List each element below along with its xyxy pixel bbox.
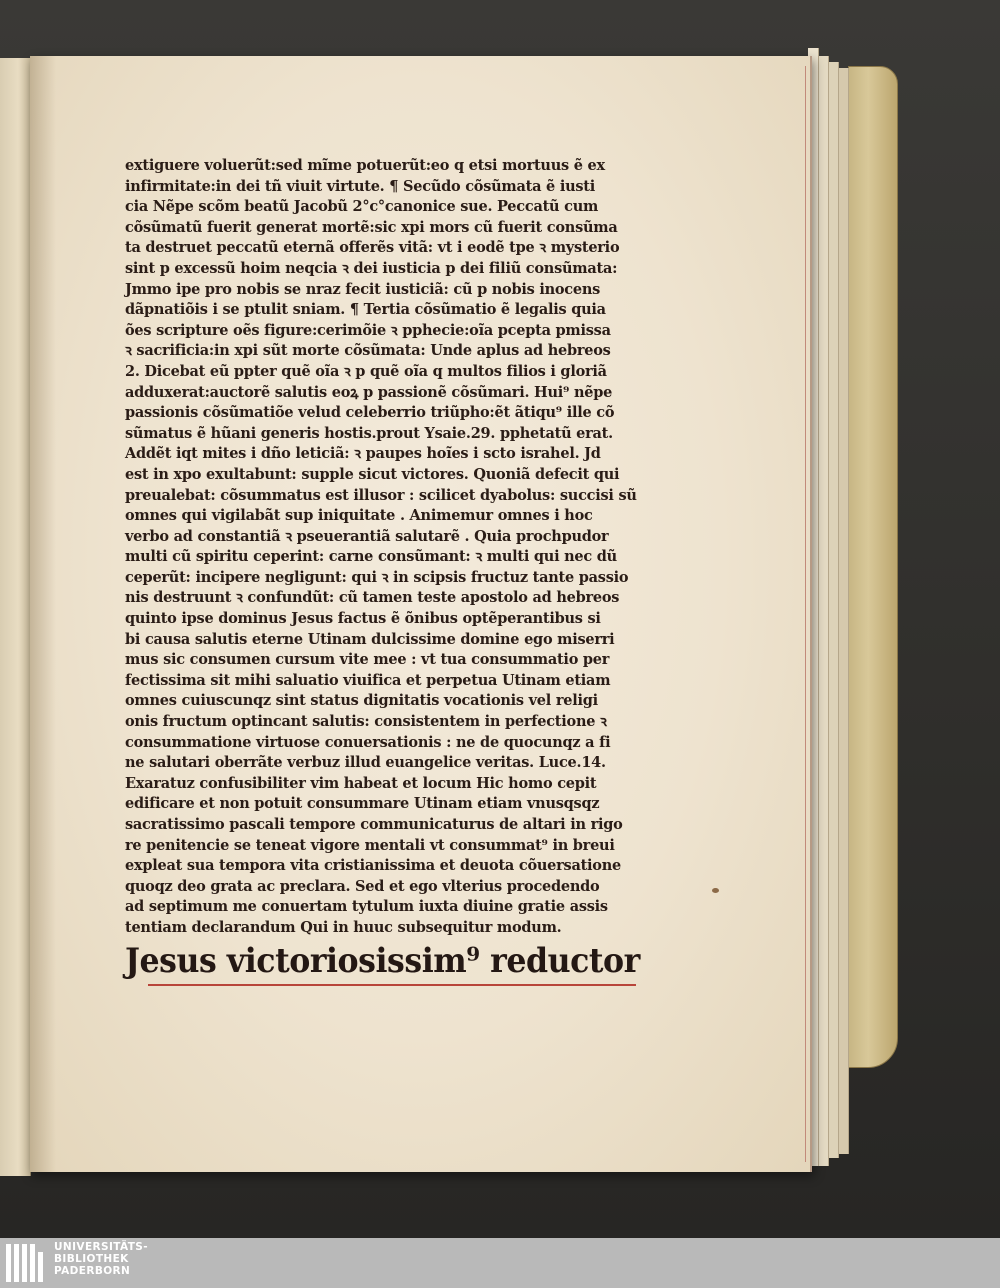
vellum-flap [848,66,898,1068]
text-line: sacratissimo pascali tempore communicaturus de altari in rigo [125,816,623,833]
text-line: quinto ipse dominus Jesus factus ẽ õnibus optẽperantibus si [125,610,601,628]
text-line: mus sic consumen cursum vite mee : vt tua consummatio per [125,651,610,669]
text-line: ões scripture oẽs figure:cerimõie ꝛ pphecie:oĩa pcepta pmissa [125,321,611,339]
page-stack [838,68,849,1154]
text-line: verbo ad constantiã ꝛ pseuerantiã salutarẽ . Quia prochpudor [125,527,609,545]
text-line: ꝛ sacrificia:in xpi sũt morte cõsũmata: Unde aplus ad hebreos [125,342,611,360]
text-line: nis destruunt ꝛ confundũt: cũ tamen teste apostolo ad hebreos [125,589,620,607]
text-line: multi cũ spiritu ceperint: carne consũmant: ꝛ multi qui nec dũ [125,548,617,566]
paper-stain [712,888,719,893]
text-line: re penitencie se teneat vigore mentali vt consummat⁹ in breui [125,836,615,854]
red-page-edge [805,66,806,1162]
library-footer [0,1238,1000,1288]
text-line: expleat sua tempora vita cristianissima et deuota cõuersatione [125,857,621,875]
verso-page-edge [0,58,31,1176]
text-line: preualebat: cõsummatus est illusor : scilicet dyabolus: succisi sũ [125,486,637,504]
text-line: cõsũmatũ fuerit generat mortẽ:sic xpi mors cũ fuerit consũma [125,218,618,236]
text-line: ad septimum me conuertam tytulum iuxta diuine gratie assis [125,898,608,916]
section-heading: Jesus victoriosissim⁹ reductor [125,941,640,981]
text-line: consummatione virtuose conuersationis : ne de quocunqz a fi [125,733,611,751]
text-line: Exaratuz confusibiliter vim habeat et locum Hic homo cepit [125,774,597,792]
logo-line-3: PADERBORN [54,1265,131,1277]
logo-line-1: UNIVERSITÄTS- [54,1241,149,1253]
gutter-shadow [30,56,56,1172]
logo-line-2: BIBLIOTHEK [54,1253,129,1265]
text-line: dãpnatiõis i se ptulit sniam. ¶ Tertia cõsũmatio ẽ legalis quia [125,301,606,319]
library-logo-icon [6,1244,46,1282]
library-logo-text [54,1241,148,1277]
text-line: fectissima sit mihi saluatio viuifica et perpetua Utinam etiam [125,671,611,689]
text-line: Addẽt iqt mites i dño leticiã: ꝛ paupes hoĩes i scto israhel. Jd [125,445,601,463]
recto-page [30,56,812,1172]
text-line: ceperũt: incipere negligunt: qui ꝛ in scipsis fructuz tante passio [125,568,629,586]
text-line: tentiam declarandum Qui in huuc subsequitur modum. [125,918,562,936]
text-line: bi causa salutis eterne Utinam dulcissime domine ego miserri [125,630,615,648]
text-line: cia Nẽpe scõm beatũ Jacobũ 2°c°canonice sue. Peccatũ cum [125,198,599,216]
page-stack [828,62,839,1158]
text-line: onis fructum optincant salutis: consistentem in perfectione ꝛ [125,713,607,731]
text-line: sint p excessũ hoim neqcia ꝛ dei iusticia p dei filiũ consũmata: [125,259,618,277]
text-line: ta destruet peccatũ eternã offerẽs vitã: vt i eodẽ tpe ꝛ mysterio [125,239,620,257]
text-line: quoqz deo grata ac preclara. Sed et ego vlterius procedendo [125,877,600,895]
text-column [125,156,645,939]
red-underline [148,984,636,986]
text-line: sũmatus ẽ hũani generis hostis.prout Ysaie.29. pphetatũ erat. [125,424,613,442]
text-line: edificare et non potuit consummare Utinam etiam vnusqsqz [125,795,600,813]
text-line: omnes cuiuscunqz sint status dignitatis vocationis vel religi [125,692,598,710]
text-line: ne salutari oberrãte verbuz illud euangelice veritas. Luce.14. [125,754,606,772]
text-line: Jmmo ipe pro nobis se nraz fecit iusticiã: cũ p nobis inocens [125,280,601,298]
text-line: infirmitate:in dei tñ viuit virtute. ¶ Secũdo cõsũmata ẽ iusti [125,177,596,195]
text-line: passionis cõsũmatiõe velud celeberrio triũpho:ẽt ãtiqu⁹ ille cõ [125,404,615,422]
text-line: extiguere voluerũt:sed mĩme potuerũt:eo q etsi mortuus ẽ ex [125,157,605,174]
text-line: est in xpo exultabunt: supple sicut victores. Quoniã defecit qui [125,465,620,483]
text-line: adduxerat:auctorẽ salutis eoꝝ p passionẽ cõsũmari. Hui⁹ nẽpe [125,383,613,401]
text-line: omnes qui vigilabãt sup iniquitate . Animemur omnes i hoc [125,507,593,525]
page-stack [818,56,829,1166]
text-line: 2. Dicebat eũ ppter quẽ oĩa ꝛ p quẽ oĩa q multos filios i gloriã [125,362,607,380]
